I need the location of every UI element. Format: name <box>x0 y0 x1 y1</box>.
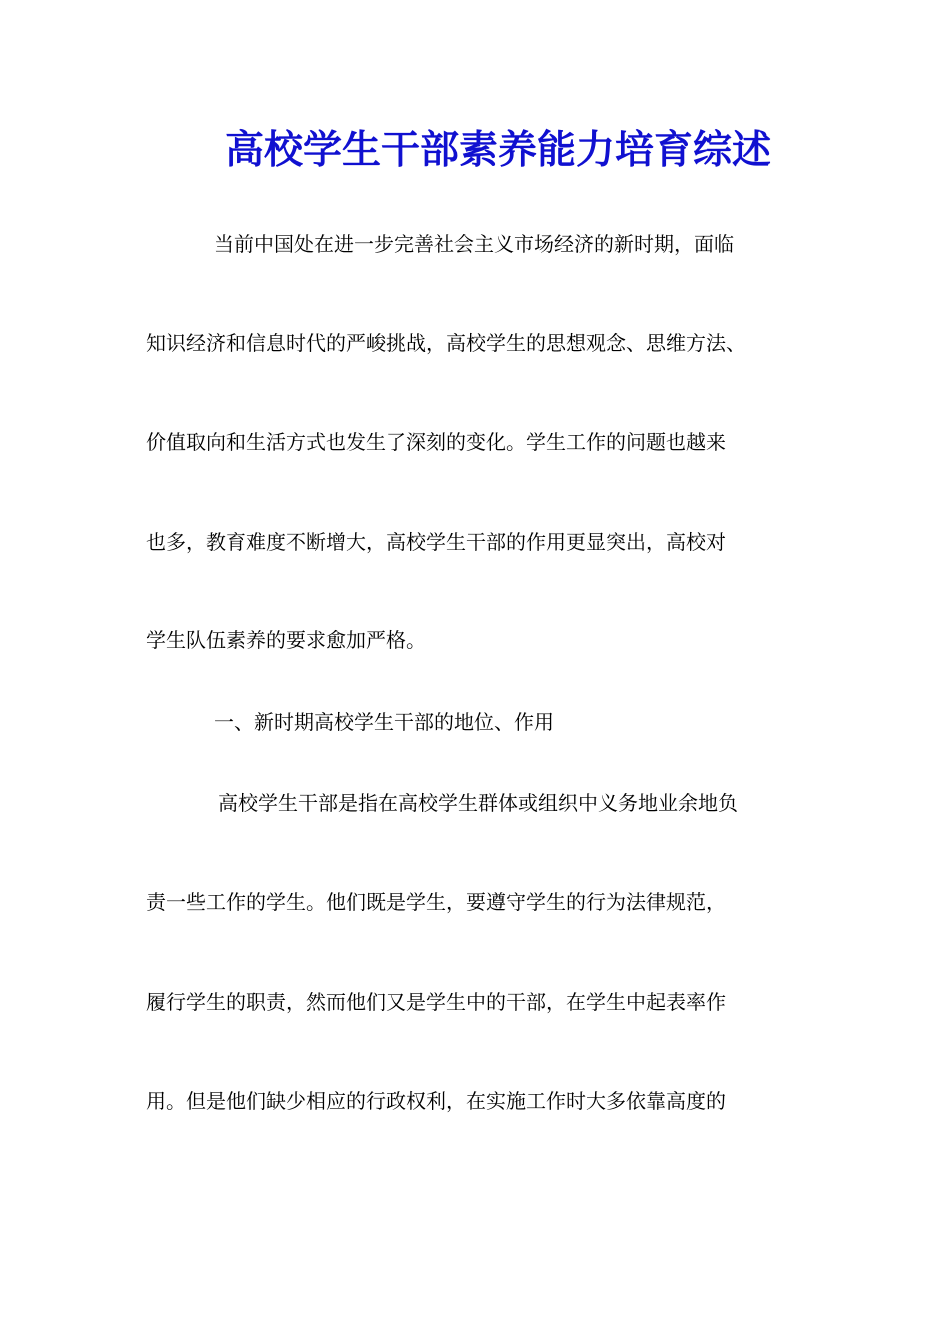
paragraph-line: 当前中国处在进一步完善社会主义市场经济的新时期，面临 <box>214 232 734 256</box>
paragraph-line: 高校学生干部是指在高校学生群体或组织中义务地业余地负 <box>218 791 738 815</box>
document-title: 高校学生干部素养能力培育综述 <box>224 127 771 173</box>
paragraph-line: 履行学生的职责，然而他们又是学生中的干部，在学生中起表率作 <box>146 990 726 1014</box>
paragraph-line: 知识经济和信息时代的严峻挑战，高校学生的思想观念、思维方法、 <box>146 331 746 355</box>
paragraph-line: 学生队伍素养的要求愈加严格。 <box>146 628 426 652</box>
section-heading: 一、新时期高校学生干部的地位、作用 <box>214 710 554 734</box>
paragraph-line: 责一些工作的学生。他们既是学生，要遵守学生的行为法律规范， <box>146 890 726 914</box>
paragraph-line: 价值取向和生活方式也发生了深刻的变化。学生工作的问题也越来 <box>146 430 726 454</box>
paragraph-line: 用。但是他们缺少相应的行政权利，在实施工作时大多依靠高度的 <box>146 1089 726 1113</box>
paragraph-line: 也多，教育难度不断增大，高校学生干部的作用更显突出，高校对 <box>146 530 726 554</box>
